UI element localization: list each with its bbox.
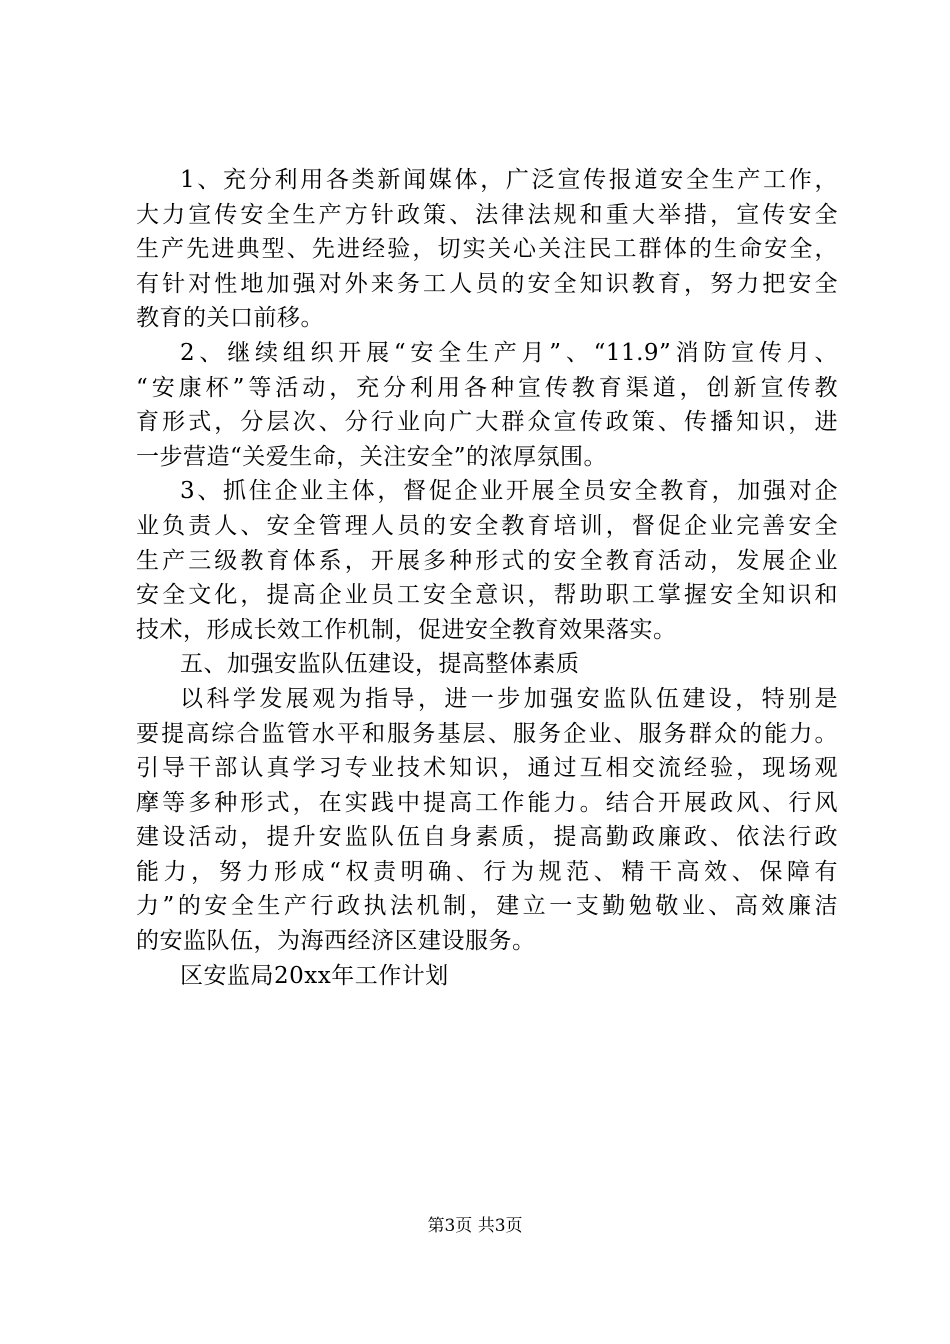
- paragraph-5-line-6: 能力，努力形成“权责明确、行为规范、精干高效、保障有: [136, 858, 838, 885]
- paragraph-3-line-3: 生产三级教育体系，开展多种形式的安全教育活动，发展企业: [136, 547, 838, 574]
- paragraph-2-line-4: 一步营造“关爱生命，关注安全”的浓厚氛围。: [136, 443, 608, 470]
- document-closing-title: 区安监局20xx年工作计划: [180, 962, 449, 989]
- paragraph-1-line-3: 生产先进典型、先进经验，切实关心关注民工群体的生命安全，: [136, 236, 838, 263]
- paragraph-5-line-7: 力”的安全生产行政执法机制，建立一支勤勉敬业、高效廉洁: [136, 893, 838, 920]
- paragraph-3-line-4: 安全文化，提高企业员工安全意识，帮助职工掌握安全知识和: [136, 582, 838, 609]
- paragraph-2-line-3: 育形式，分层次、分行业向广大群众宣传政策、传播知识，进: [136, 409, 838, 436]
- paragraph-5-line-5: 建设活动，提升安监队伍自身素质，提高勤政廉政、依法行政: [136, 824, 838, 851]
- paragraph-3-line-2: 业负责人、安全管理人员的安全教育培训，督促企业完善安全: [136, 512, 838, 539]
- paragraph-1-line-2: 大力宣传安全生产方针政策、法律法规和重大举措，宣传安全: [136, 201, 838, 228]
- paragraph-5-line-1: 以科学发展观为指导，进一步加强安监队伍建设，特别是: [180, 685, 838, 712]
- paragraph-5-line-4: 摩等多种形式，在实践中提高工作能力。结合开展政风、行风: [136, 789, 838, 816]
- paragraph-3-line-1: 3、抓住企业主体，督促企业开展全员安全教育，加强对企: [180, 478, 838, 505]
- paragraph-5-line-8: 的安监队伍，为海西经济区建设服务。: [136, 928, 536, 955]
- paragraph-5-line-2: 要提高综合监管水平和服务基层、服务企业、服务群众的能力。: [136, 720, 838, 747]
- paragraph-1-line-5: 教育的关口前移。: [136, 305, 324, 332]
- paragraph-1-line-4: 有针对性地加强对外来务工人员的安全知识教育，努力把安全: [136, 270, 838, 297]
- paragraph-1-line-1: 1、充分利用各类新闻媒体，广泛宣传报道安全生产工作，: [180, 167, 838, 193]
- section-heading-5: 五、加强安监队伍建设，提高整体素质: [180, 651, 580, 678]
- page-number-label: 第3页 共3页: [427, 1216, 523, 1236]
- paragraph-3-line-5: 技术，形成长效工作机制，促进安全教育效果落实。: [136, 616, 677, 643]
- paragraph-5-line-3: 引导干部认真学习专业技术知识，通过互相交流经验，现场观: [136, 755, 838, 782]
- document-body: [136, 163, 838, 993]
- paragraph-2-line-2: “安康杯”等活动，充分利用各种宣传教育渠道，创新宣传教: [136, 374, 838, 401]
- paragraph-2-line-1: 2、继续组织开展“安全生产月”、“11.9”消防宣传月、: [180, 339, 838, 366]
- page-footer: [0, 1215, 950, 1237]
